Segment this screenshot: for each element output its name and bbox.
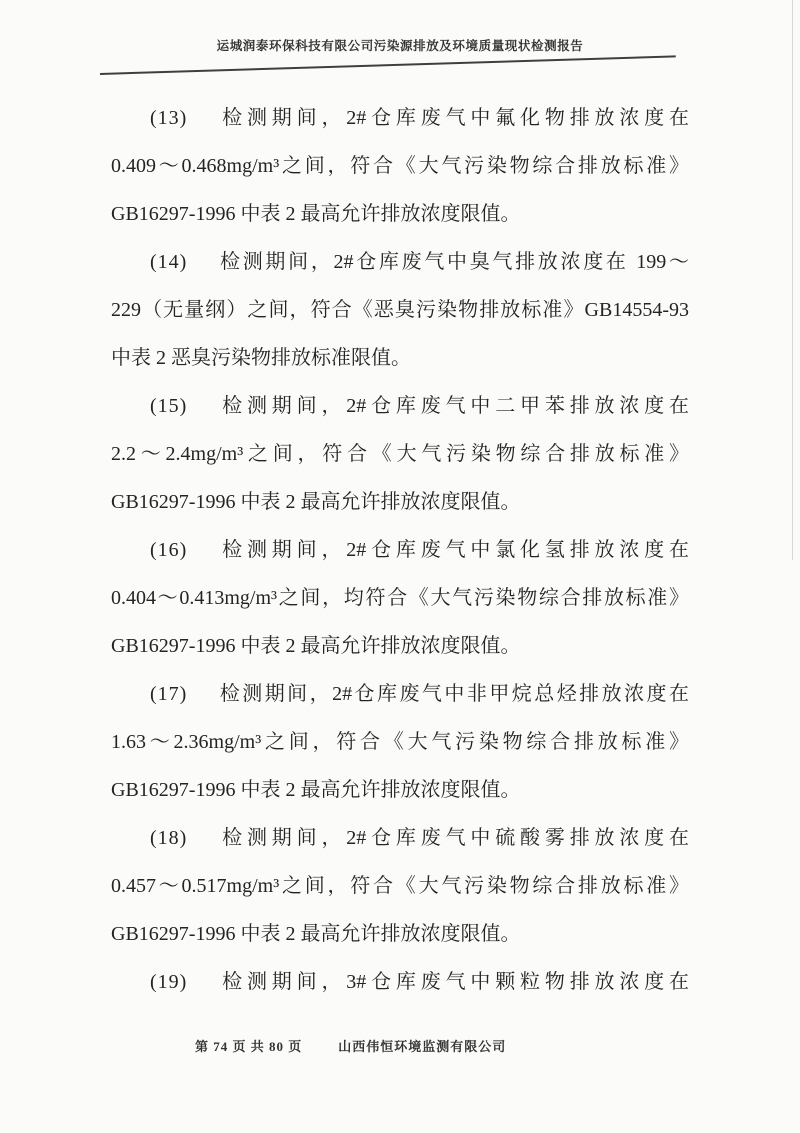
paragraph-number: (13) [150, 107, 188, 129]
footer-company: 山西伟恒环境监测有限公司 [338, 1039, 507, 1054]
report-body [111, 94, 689, 1006]
paragraph-text: 检测期间，2#仓库废气中二甲苯排放浓度在 [217, 395, 689, 417]
paragraph-line [111, 958, 689, 1006]
paragraph-number: (19) [150, 971, 188, 993]
paragraph-line: GB16297-1996 中表 2 最高允许排放浓度限值。 [111, 635, 521, 657]
paragraph-line: 1.63～2.36mg/m³之间，符合《大气污染物综合排放标准》 [111, 731, 689, 753]
paragraph-line: 中表 2 恶臭污染物排放标准限值。 [111, 347, 411, 369]
paragraph-19 [111, 958, 689, 1006]
paragraph-16 [111, 526, 689, 670]
paragraph-line: GB16297-1996 中表 2 最高允许排放浓度限值。 [111, 491, 521, 513]
paragraph-number: (15) [150, 395, 188, 417]
paragraph-text: 检测期间，2#仓库废气中氯化氢排放浓度在 [217, 539, 689, 561]
paragraph-line [111, 526, 689, 574]
paragraph-line: 2.2～2.4mg/m³之间，符合《大气污染物综合排放标准》 [111, 443, 689, 465]
paragraph-line: GB16297-1996 中表 2 最高允许排放浓度限值。 [111, 779, 521, 801]
paragraph-13 [111, 94, 689, 238]
paragraph-text: 检测期间，3#仓库废气中颗粒物排放浓度在 [217, 971, 689, 993]
header-rule [100, 55, 676, 75]
header-title: 运城润泰环保科技有限公司污染源排放及环境质量现状检测报告 [216, 39, 584, 53]
paragraph-line [111, 382, 689, 430]
paragraph-15 [111, 382, 689, 526]
paragraph-14 [111, 238, 689, 382]
paragraph-text: 检测期间，2#仓库废气中硫酸雾排放浓度在 [217, 827, 689, 849]
paragraph-18 [111, 814, 689, 958]
paragraph-17 [111, 670, 689, 814]
paragraph-text: 检测期间，2#仓库废气中臭气排放浓度在 199～ [217, 251, 689, 273]
paragraph-line: GB16297-1996 中表 2 最高允许排放浓度限值。 [111, 203, 521, 225]
paragraph-line: GB16297-1996 中表 2 最高允许排放浓度限值。 [111, 923, 521, 945]
paragraph-number: (14) [150, 251, 188, 273]
paragraph-line: 229（无量纲）之间，符合《恶臭污染物排放标准》GB14554-93 [111, 299, 689, 321]
paragraph-number: (17) [150, 683, 188, 705]
paragraph-line: 0.457～0.517mg/m³之间，符合《大气污染物综合排放标准》 [111, 875, 689, 897]
paragraph-text: 检测期间，2#仓库废气中非甲烷总烃排放浓度在 [217, 683, 689, 705]
paragraph-line [111, 670, 689, 718]
paragraph-line [111, 814, 689, 862]
paragraph-line [111, 94, 689, 142]
paragraph-line [111, 238, 689, 286]
paragraph-number: (16) [150, 539, 188, 561]
paragraph-number: (18) [150, 827, 188, 849]
paragraph-text: 检测期间，2#仓库废气中氟化物排放浓度在 [217, 107, 689, 129]
paragraph-line: 0.409～0.468mg/m³之间，符合《大气污染物综合排放标准》 [111, 155, 689, 177]
paragraph-line: 0.404～0.413mg/m³之间，均符合《大气污染物综合排放标准》 [111, 587, 689, 609]
scan-edge-artifact [792, 0, 793, 560]
page-footer [195, 1036, 506, 1055]
page-number: 第 74 页 共 80 页 [195, 1039, 303, 1054]
